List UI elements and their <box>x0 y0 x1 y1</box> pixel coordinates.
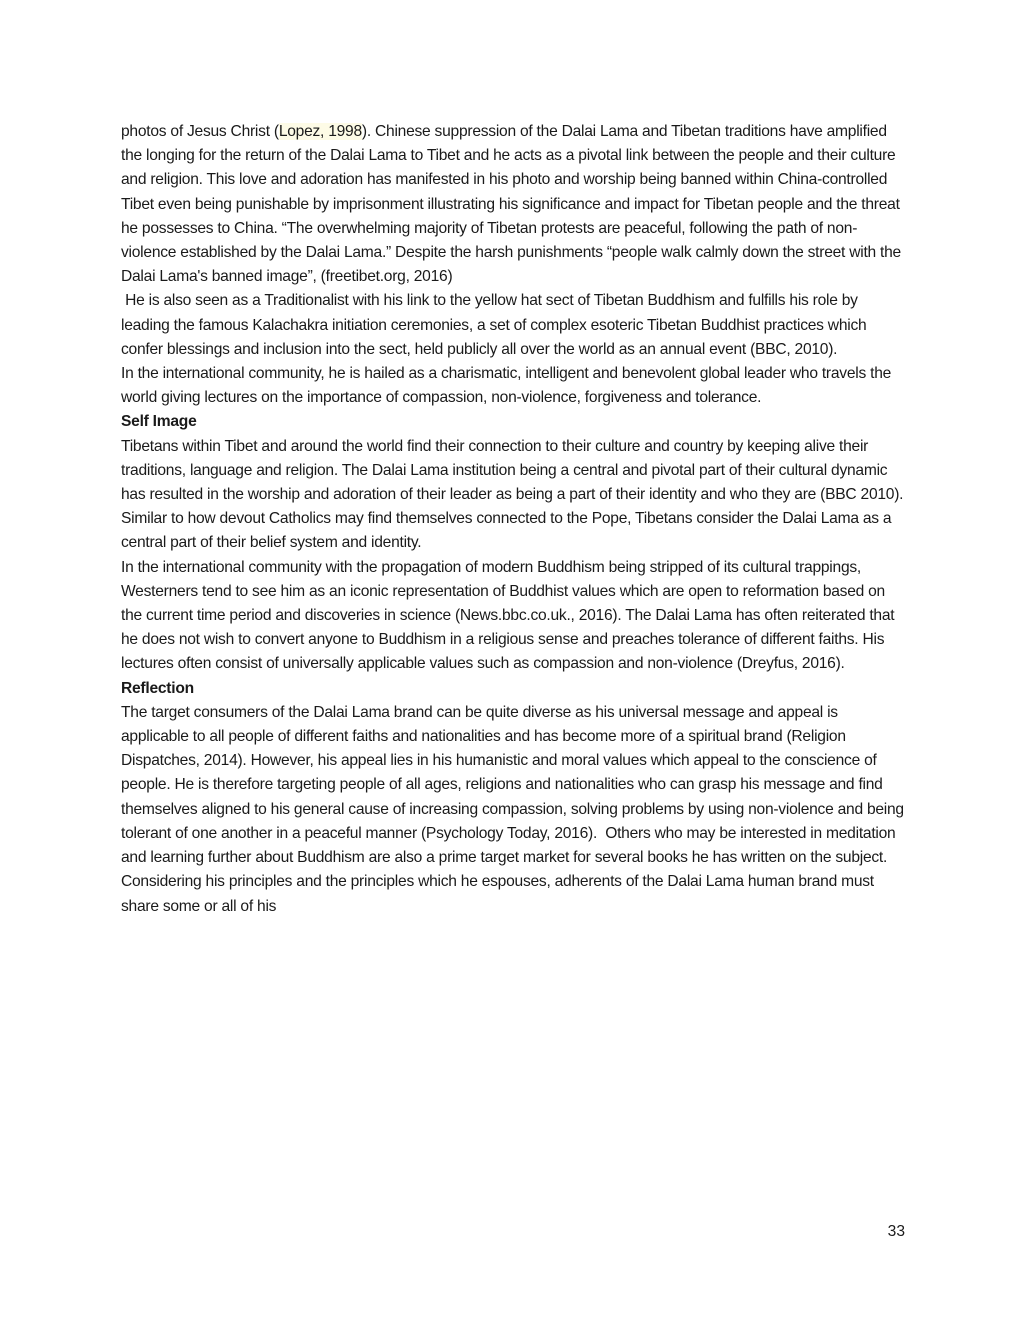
page-body <box>121 120 912 919</box>
page-number: 33 <box>887 1223 905 1240</box>
paragraph-self-image: Tibetans within Tibet and around the world find their connection to their culture and country by keeping alive their traditions, language and religion. The Dalai Lama institution being a central and pivotal part of their cultural dynamic has resulted in the worship and adoration of their leader as being a part of their identity and who they are (BBC 2010). Similar to how devout Catholics may find themselves connected to the Pope, Tibetans consider the Dalai Lama as a central part of their belief system and identity. <box>121 437 912 552</box>
paragraph-text: photos of Jesus Christ ( <box>121 123 279 140</box>
heading-reflection: Reflection <box>121 679 194 697</box>
paragraph-traditionalist: He is also seen as a Traditionalist with his link to the yellow hat sect of Tibetan Buddhism and fulfills his role by leading the famous Kalachakra initiation ceremonies, a set of complex esoteric Tibetan Buddhist practices which confer blessings and inclusion into the sect, held publicly all over the world as an annual event (BBC, 2010). <box>121 292 871 358</box>
paragraph-western-view: In the international community with the propagation of modern Buddhism being stripped of its cultural trappings, Westerners tend to see him as an iconic representation of Buddhist values which are open to reformation based on the current time period and discoveries in science (News.bbc.co.uk., 2016). The Dalai Lama has often reiterated that he does not wish to convert anyone to Buddhism in a religious sense and preaches tolerance of different faiths. His lectures often consist of universally applicable values such as compassion and non-violence (Dreyfus, 2016). <box>121 558 895 673</box>
paragraph-text: ). Chinese suppression of the Dalai Lama and Tibetan traditions have amplified the longing for the return of the Dalai Lama to Tibet and he acts as a pivotal link between the people and their culture and religion. This love and adoration has manifested in his photo and worship being banned within China-controlled Tibet even being punishable by imprisonment illustrating his significance and impact for Tibetan people and the threat he possesses to China. “The overwhelming majority of Tibetan protests are peaceful, following the path of non-violence established by the Dalai Lama.” Despite the harsh punishments “people walk calmly down the street with the Dalai Lama's banned image”, (freetibet.org, 2016) <box>121 123 901 286</box>
paragraph-international-leader: In the international community, he is hailed as a charismatic, intelligent and benevolent global leader who travels the world giving lectures on the importance of compassion, non-violence, forgiveness and tolerance. <box>121 365 892 407</box>
heading-self-image: Self Image <box>121 413 197 431</box>
paragraph-jesus-christ-photos <box>121 120 907 289</box>
paragraph-target-consumers: The target consumers of the Dalai Lama brand can be quite diverse as his universal message and appeal is applicable to all people of different faiths and nationalities and has become more of a spiritual brand (Religion Dispatches, 2014). However, his appeal lies in his humanistic and moral values which appeal to the conscience of people. He is therefore targeting people of all ages, religions and nationalities who can grasp his message and find themselves aligned to his general cause of increasing compassion, solving problems by using non-violence and being tolerant of one another in a peaceful manner (Psychology Today, 2016). Others who may be interested in meditation and learning further about Buddhism are also a prime target market for several books he has written on the subject. Considering his principles and the principles which he espouses, adherents of the Dalai Lama human brand must share some or all of his <box>121 703 908 915</box>
citation-lopez-highlight: Lopez, 1998 <box>278 123 362 140</box>
